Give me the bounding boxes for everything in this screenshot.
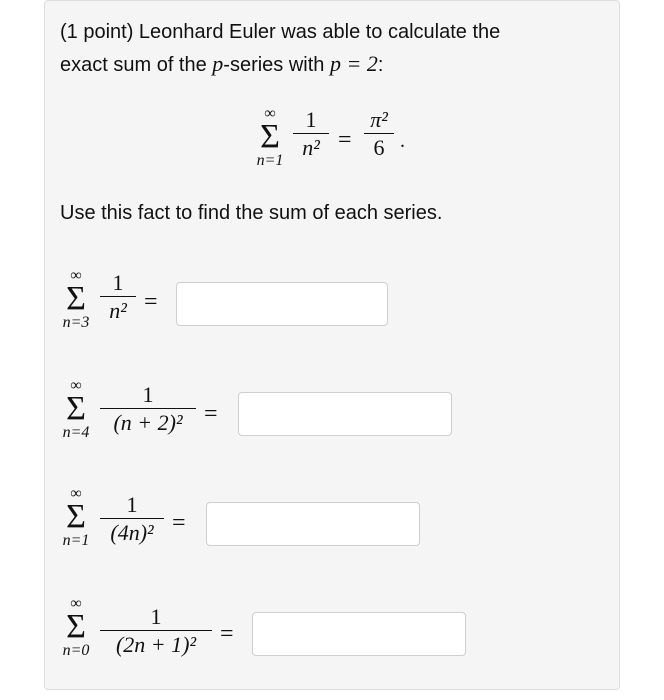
euler-equals: = (338, 127, 352, 153)
series-3-equals: = (172, 510, 186, 536)
series-1-fraction: 1 n² (100, 270, 136, 325)
series-3-answer-input[interactable] (206, 502, 420, 546)
series-3-fraction: 1 (4n)² (100, 492, 164, 547)
euler-lhs-fraction: 1 n² (293, 107, 329, 162)
series-3-sum-symbol: ∞ Σ n=1 (62, 485, 90, 549)
series-2-equals: = (204, 401, 218, 427)
instruction-text: Use this fact to find the sum of each series. (60, 202, 443, 224)
euler-rhs-fraction: π² 6 (364, 107, 394, 162)
series-4-equals: = (220, 621, 234, 647)
prompt-line-1: (1 point) Leonhard Euler was able to calculate the (60, 21, 501, 43)
prompt-line-2: exact sum of the p-series with p = 2: (60, 51, 384, 76)
euler-sum-symbol: ∞ Σ n=1 (256, 105, 284, 169)
series-1-equals: = (144, 289, 158, 315)
series-1-answer-input[interactable] (176, 282, 388, 326)
series-4-sum-symbol: ∞ Σ n=0 (62, 595, 90, 659)
euler-period: . (400, 130, 405, 152)
problem-prompt (60, 16, 600, 81)
series-4-fraction: 1 (2n + 1)² (100, 604, 212, 659)
series-2-sum-symbol: ∞ Σ n=4 (62, 377, 90, 441)
series-1-sum-symbol: ∞ Σ n=3 (62, 267, 90, 331)
series-2-answer-input[interactable] (238, 392, 452, 436)
series-4-answer-input[interactable] (252, 612, 466, 656)
series-2-fraction: 1 (n + 2)² (100, 382, 196, 437)
problem-card (44, 0, 620, 690)
